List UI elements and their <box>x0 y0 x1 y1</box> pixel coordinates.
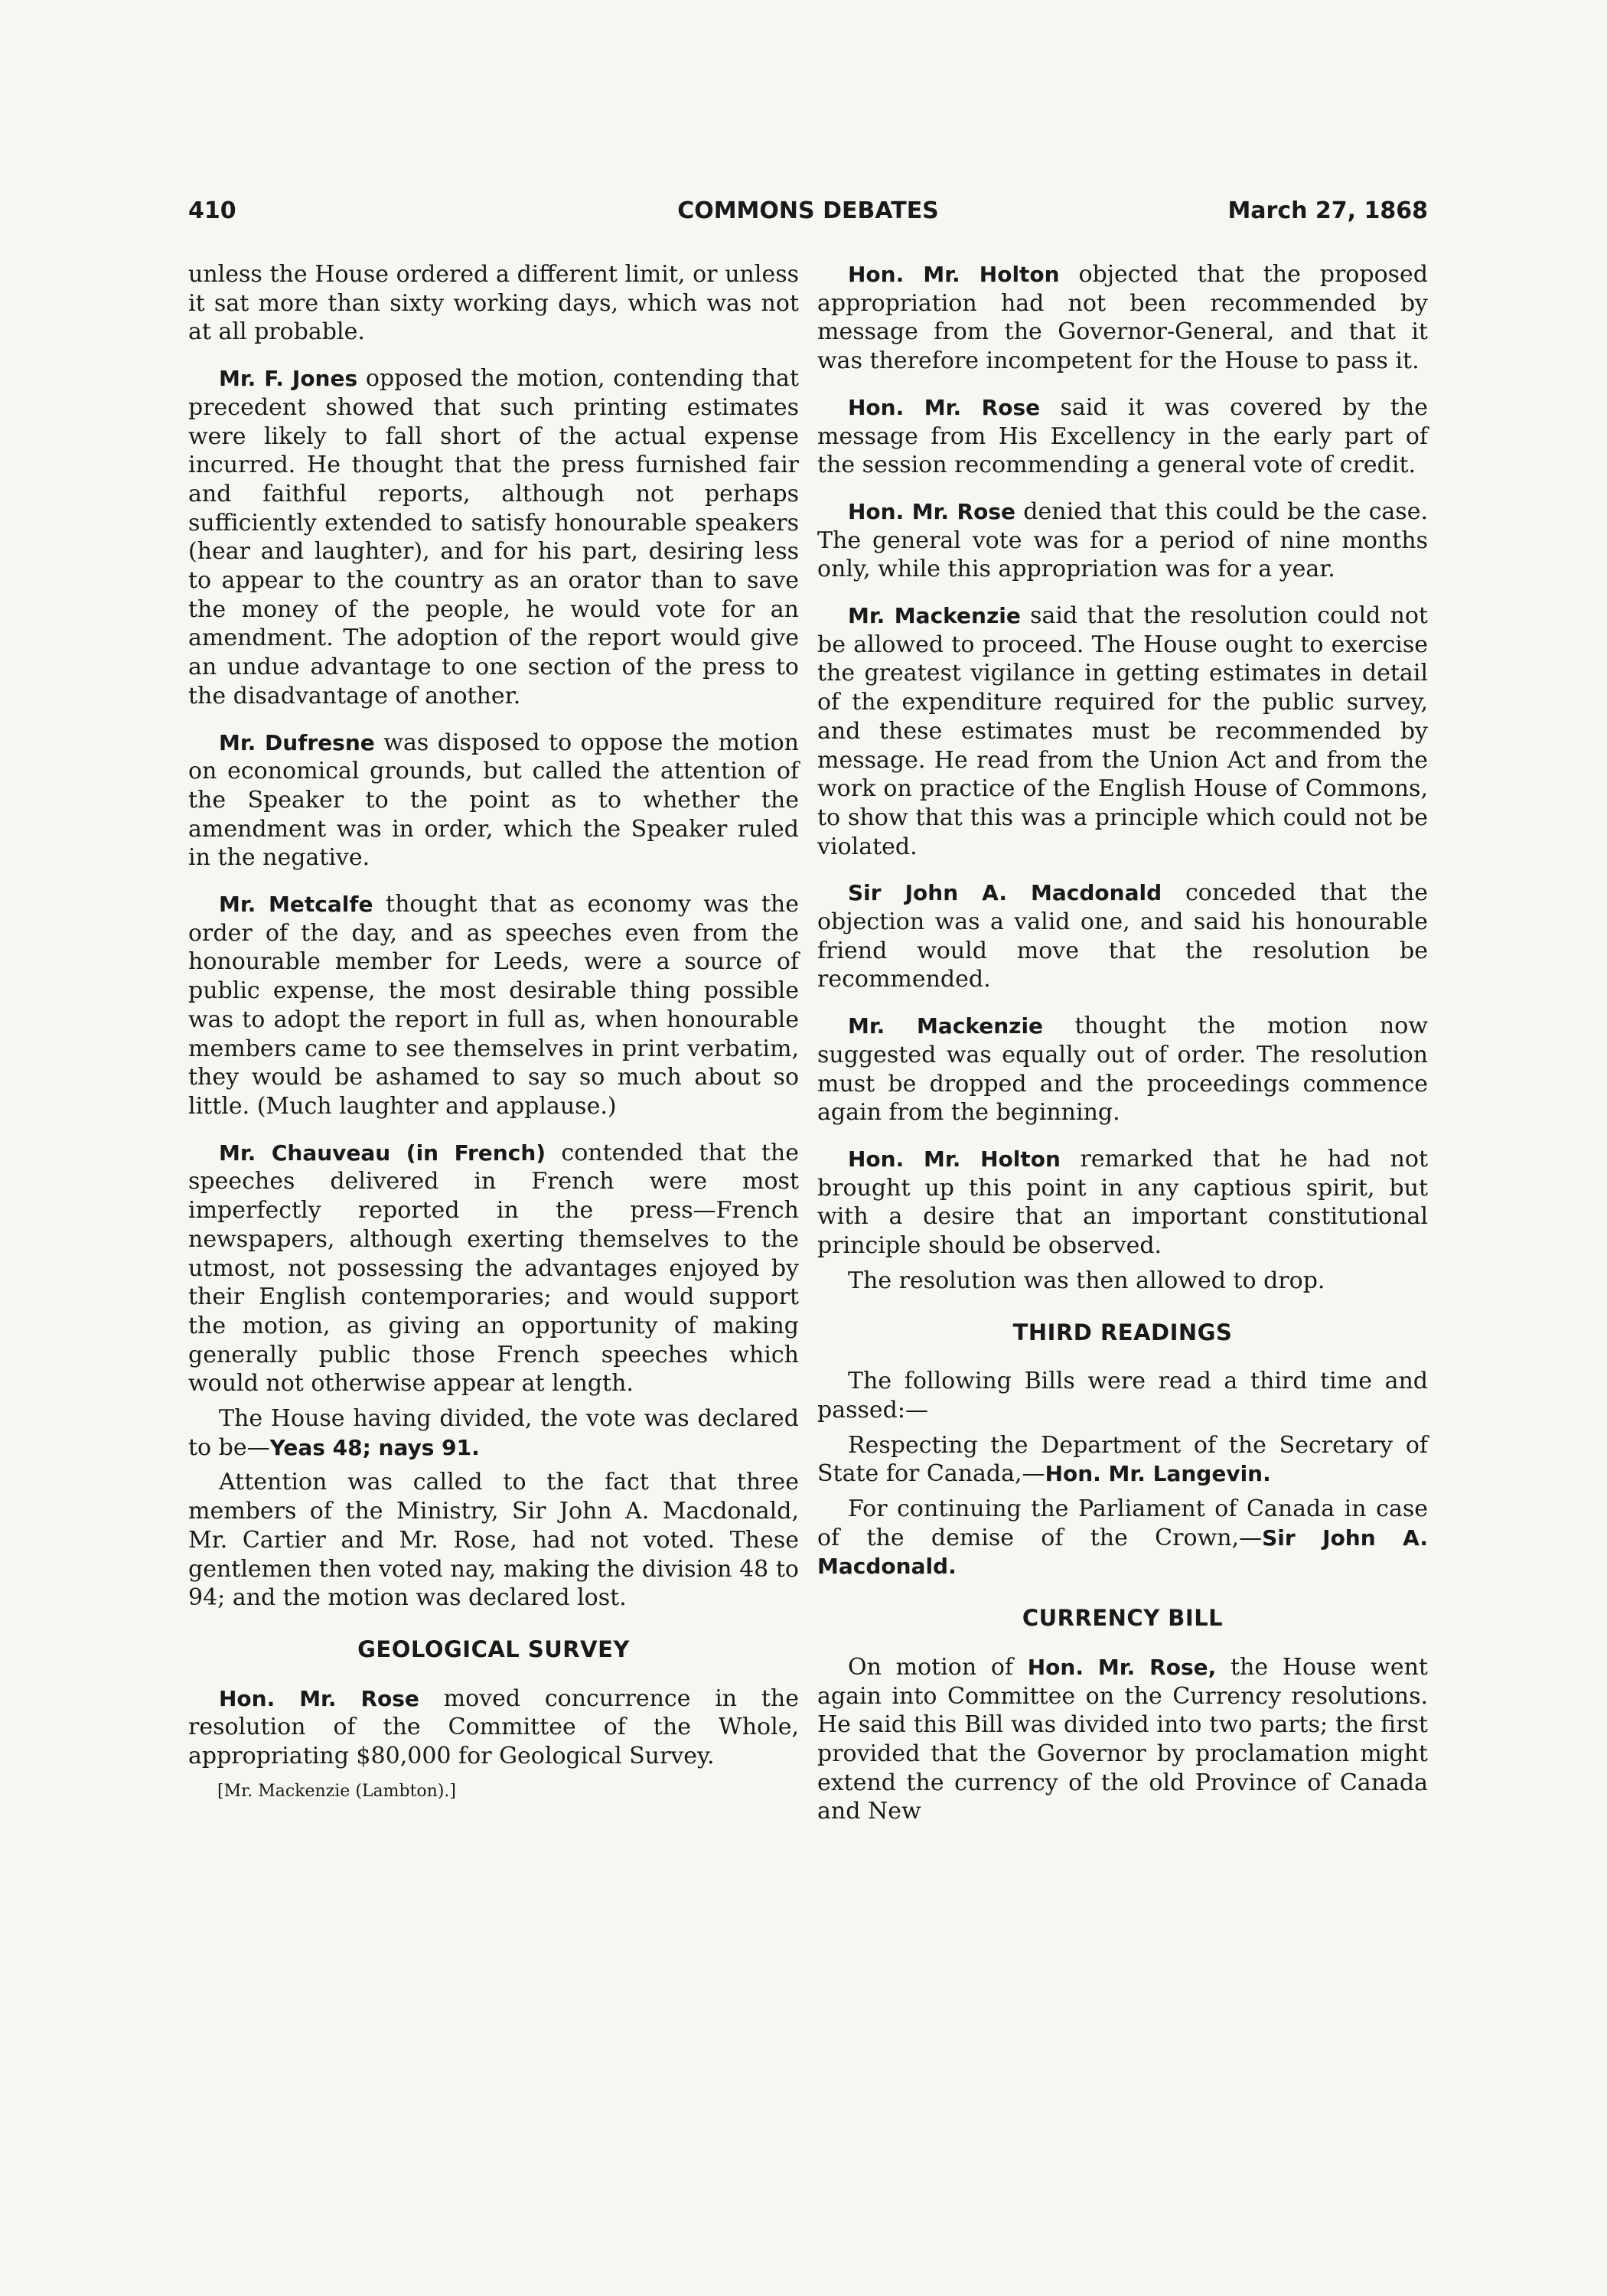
bill-sponsor: Hon. Mr. Langevin. <box>1045 1461 1271 1487</box>
speaker-name: Hon. Mr. Holton <box>848 1146 1061 1172</box>
speech-text: remarked that he had not brought up this point in any captious spirit, but with a desire that an important constitutional principle should be observed. <box>817 1145 1428 1260</box>
speech-text: contended that the speeches delivered in French were most imperfectly reported in the press—French newspapers, although exerting themselves to the utmost, not possessing the advantages enjoyed by their English contemporaries; and would support the motion, as giving an opportunity of making generally public those French speeches which would not otherwise appear at length. <box>188 1139 799 1397</box>
right-column <box>817 260 1428 1844</box>
paragraph <box>817 1145 1428 1261</box>
running-title: COMMONS DEBATES <box>677 197 939 224</box>
speech-text: moved concurrence in the resolution of the Committee of the Whole, appropriating $80,000 for Geological Survey. <box>188 1684 799 1770</box>
speaker-name: Mr. Mackenzie <box>848 1013 1044 1039</box>
paragraph <box>188 1139 799 1398</box>
bill-title: For continuing the Parliament of Canada in case of the demise of the Crown,— <box>817 1495 1428 1551</box>
paragraph <box>817 260 1428 376</box>
speech-text: opposed the motion, contending that precedent showed that such printing estimates were likely to fall short of the actual expense incurred. He thought that the press furnished fair and faithful reports, although not perhaps sufficiently extended to satisfy honourable speakers (hear and laughter), and for his part, desiring less to appear to the country as an orator than to save the money of the people, he would vote for an amendment. The adoption of the report would give an undue advantage to one section of the press to the disadvantage of another. <box>188 365 799 709</box>
speaker-name: Hon. Mr. Rose <box>848 498 1016 524</box>
paragraph <box>188 364 799 710</box>
speaker-name: Mr. F. Jones <box>219 366 358 392</box>
speaker-name: Mr. Dufresne <box>219 729 375 755</box>
speaker-name: Hon. Mr. Rose, <box>1027 1654 1217 1680</box>
paragraph: Attention was called to the fact that three members of the Ministry, Sir John A. Macdonald, Mr. Cartier and Mr. Rose, had not voted. These gentlemen then voted nay, making the division 48 to 94; and the motion was declared lost. <box>188 1469 799 1612</box>
column-footnote: [Mr. Mackenzie (Lambton).] <box>217 1781 456 1801</box>
speech-text: denied that this could be the case. The general vote was for a period of nine months only, while this appropriation was for a year. <box>817 497 1428 583</box>
speech-text: the House went again into Committee on the Currency resolutions. He said this Bill was divided into two parts; the first provided that the Governor by proclamation might extend the currency of the old Province of Canada and New <box>817 1653 1428 1825</box>
paragraph <box>817 602 1428 861</box>
issue-date: March 27, 1868 <box>1227 197 1428 224</box>
speaker-name: Hon. Mr. Holton <box>848 262 1060 287</box>
paragraph <box>188 890 799 1121</box>
paragraph: The following Bills were read a third time and passed:— <box>817 1368 1428 1424</box>
bill-sponsor: Sir John A. Macdonald. <box>817 1525 1428 1580</box>
paragraph <box>817 393 1428 480</box>
speech-text: said it was covered by the message from His Excellency in the early part of the session recommending a general vote of credit. <box>817 393 1428 479</box>
section-heading: CURRENCY BILL <box>1022 1605 1224 1632</box>
paragraph: unless the House ordered a different limit, or unless it sat more than sixty working days, which was not at all probable. <box>188 261 799 346</box>
section-heading: THIRD READINGS <box>1012 1319 1233 1345</box>
paragraph <box>188 729 799 873</box>
speech-text: thought the motion now suggested was equally out of order. The resolution must be dropped and the proceedings commence again from the beginning. <box>817 1013 1428 1127</box>
speaker-name: Mr. Mackenzie <box>848 603 1021 629</box>
speaker-name: Hon. Mr. Rose <box>219 1685 419 1711</box>
speaker-name: Sir John A. Macdonald <box>848 880 1162 906</box>
paragraph <box>817 1653 1428 1826</box>
speech-text: conceded that the objection was a valid one, and said his honourable friend would move that the resolution be recommended. <box>817 879 1428 993</box>
vote-text: The House having divided, the vote was declared to be— <box>188 1405 799 1461</box>
paragraph <box>188 1684 799 1771</box>
paragraph <box>817 1431 1428 1489</box>
speaker-name: Hon. Mr. Rose <box>848 394 1041 420</box>
paragraph <box>817 1495 1428 1581</box>
paragraph <box>817 1012 1428 1127</box>
speech-text: thought that as economy was the order of the day, and as speeches even from the honourable member for Leeds, were a source of public expense, the most desirable thing possible was to adopt the report in full as, when honourable members came to see themselves in print verbatim, they would be ashamed to say so much about so little. (Much laughter and applause.) <box>188 891 799 1120</box>
paragraph: The resolution was then allowed to drop. <box>848 1267 1325 1294</box>
paragraph <box>188 1404 799 1462</box>
speech-text: said that the resolution could not be allowed to proceed. The House ought to exercise the greatest vigilance in getting estimates in detail of the expenditure required for the public survey, and these estimates must be recommended by message. He read from the Union Act and from the work on practice of the English House of Commons, to show that this was a principle which could not be violated. <box>817 602 1428 860</box>
vote-result: Yeas 48; nays 91. <box>269 1434 480 1460</box>
speech-text: On motion of <box>848 1653 1028 1681</box>
speaker-name: Mr. Metcalfe <box>219 892 373 918</box>
paragraph <box>817 497 1428 584</box>
page-header <box>188 197 1428 234</box>
page-number: 410 <box>188 197 236 224</box>
section-heading: GEOLOGICAL SURVEY <box>357 1636 630 1662</box>
paragraph <box>817 879 1428 994</box>
speech-text: was disposed to oppose the motion on economical grounds, but called the attention of the Speaker to the point as to whether the amendment was in order, which the Speaker ruled in the negative. <box>188 729 800 872</box>
speech-text: objected that the proposed appropriation had not been recommended by message from the Governor-General, and that it was therefore incompetent for the House to pass it. <box>817 261 1428 375</box>
left-column <box>188 260 799 1805</box>
speaker-name: Mr. Chauveau (in French) <box>219 1140 546 1166</box>
bill-title: Respecting the Department of the Secretary of State for Canada,— <box>817 1431 1428 1488</box>
